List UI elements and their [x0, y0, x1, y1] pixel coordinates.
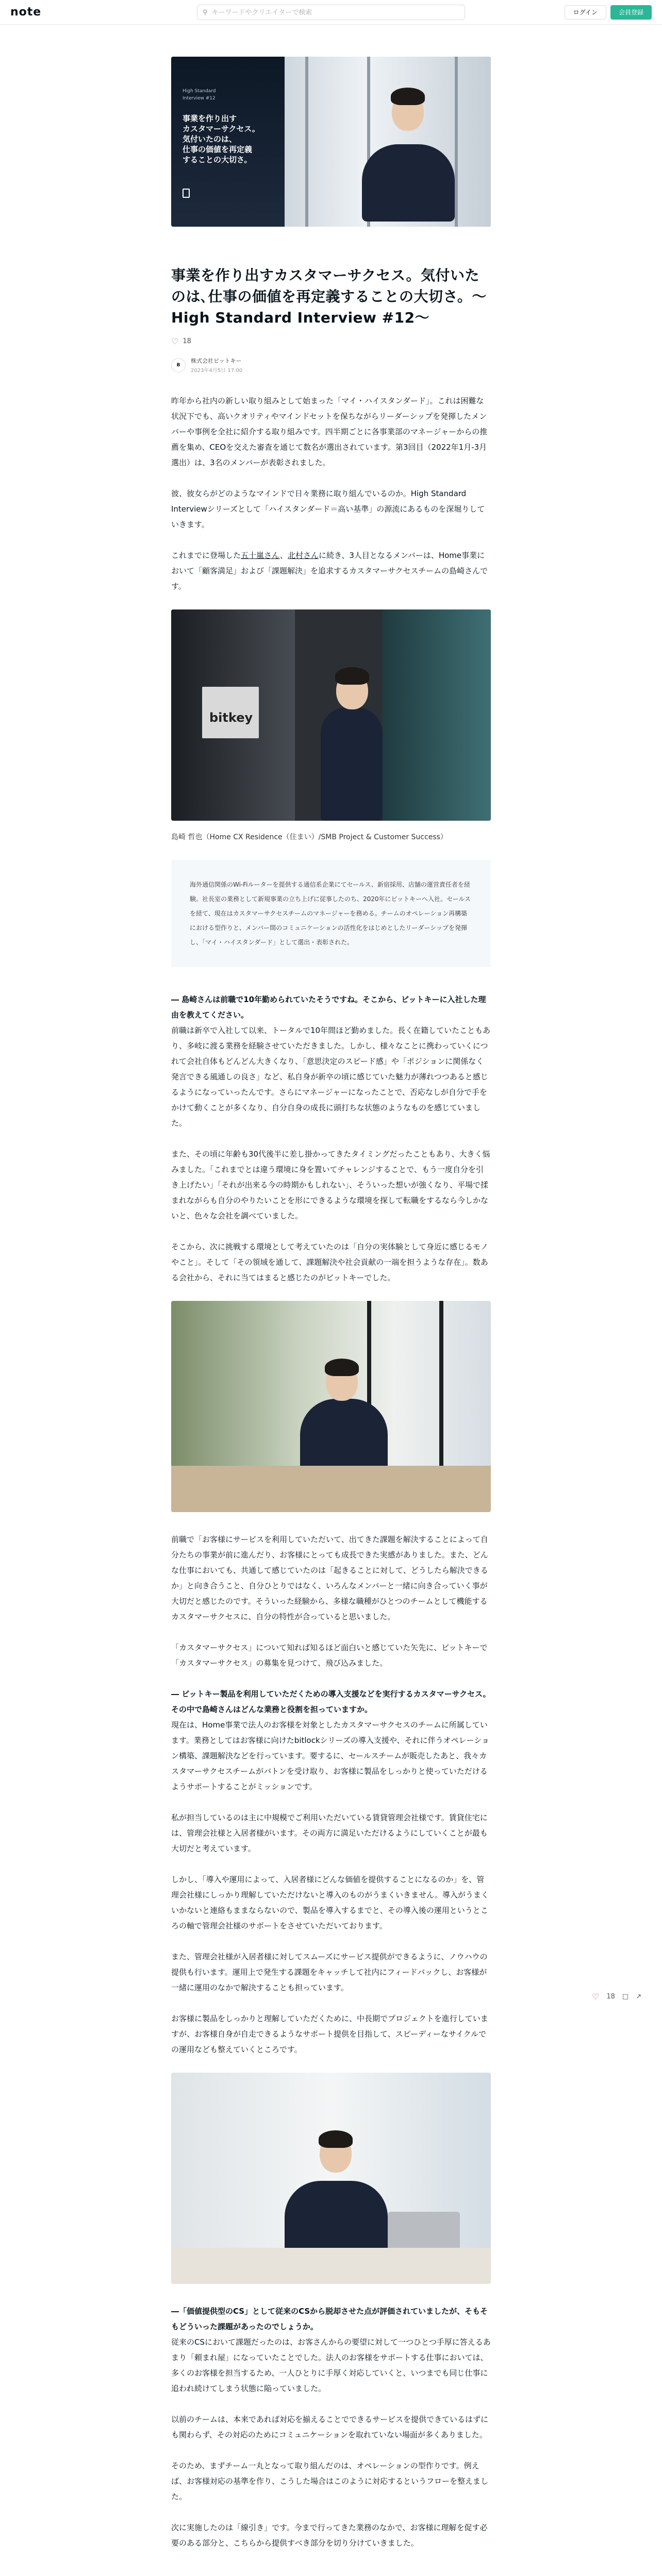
- heart-icon[interactable]: ♡: [171, 336, 179, 346]
- like-row: [171, 336, 491, 346]
- paragraph: 彼、彼女らがどのようなマインドで日々業務に取り組んでいるのか。High Standard Interviewシリーズとして「ハイスタンダード＝高い基準」の源流にあるものを深堀りしていきます。: [171, 489, 485, 529]
- hero-image: [171, 57, 491, 227]
- paragraph: 昨年から社内の新しい取り組みとして始まった「マイ・ハイスタンダード」。これは困難な状況下でも、高いクオリティやマインドセットを保ちながらリーダーシップを発揮したメンバーや事例を全社に紹介する取り組みです。四半期ごとに各事業部のマネージャーからの推薦を集め、CEOを交えた審査を通じて数名が選出されています。第3回目（2022年1月-3月選出）は、3名のメンバーが表彰されました。: [171, 396, 488, 467]
- link-kitamura[interactable]: 北村さん: [287, 551, 319, 560]
- bitkey-logo: bitkey: [209, 710, 253, 725]
- brand-mark-icon: [183, 189, 190, 198]
- author-name[interactable]: 株式会社ビットキー: [191, 358, 242, 364]
- floating-actions: [592, 1992, 641, 2002]
- paragraph: 従来のCSにおいて課題だったのは、お客さんからの要望に対して一つひとつ手厚に答えるあまり「頼まれ屋」になっていたことでした。法人のお客様をサポートする仕事においては、多くのお客様を担当するため、一人ひとりに手厚く対応していくと、いつまでも同じ仕事に追われ続けてしまう状態に陥っていました。: [171, 2337, 491, 2393]
- paragraph: そのため、まずチーム一丸となって取り組んだのは、オペレーションの型作りです。例えば、お客様対応の基準を作り、こうした場合はこのように対応するというフローを整えました。: [171, 2461, 489, 2501]
- profile-box: 海外通信関係のWi-Fiルーターを提供する通信系企業にてセールス、新宿採用、店舗の運営責任者を経験。社長室の業務として新規事業の立ち上げに従事したのち、2020年にビットキーへ入社。セールスを経て、現在はカスタマーサクセスチームのマネージャーを務める。チームのオペレーション再構築における型作りと、メンバー間のコミュニケーションの活性化をはじめとしたリーダーシップを発揮し、「マイ・ハイスタンダード」として選出・表彰された。: [171, 860, 491, 967]
- paragraph: お客様に製品をしっかりと理解していただくために、中長期でプロジェクトを進行していますが、お客様自身が自走できるようなサポート提供を目指して、スピーディーなサイクルでの運用なども整えていくところです。: [171, 2014, 488, 2054]
- hero-text-panel: [171, 57, 285, 227]
- paragraph: しかし、「導入や運用によって、入居者様にどんな価値を提供することになるのか」を、管理会社様にしっかり理解していただけないと導入のものがうまくいきません。導入がうまくいかないと連絡もままならないので、製品を導入するまでと、その導入後の運用というところの軸で管理会社様のサポートをさせていただいております。: [171, 1875, 489, 1930]
- paragraph: 以前のチームは、本来であれば対応を揃えることでできるサービスを提供できているはずにも関わらず、その対応のためにコミュニケーションを取れていない場面が多くありました。: [171, 2415, 489, 2439]
- hero-photo: [285, 57, 491, 227]
- office-photo: [171, 609, 491, 821]
- author-block[interactable]: [171, 357, 491, 374]
- paragraph: 現在は、Home事業で法人のお客様を対象としたカスタマーサクセスのチームに所属しています。業務としてはお客様に向けたbitlockシリーズの導入支援や、それに伴うオペレーション構築、課題解決などを行っています。要するに、セールスチームが販売したあと、我々カスタマーサクセスチームがバトンを受け取り、お客様に製品をしっかりと使っていただけるようサポートすることがミッションです。: [171, 1720, 490, 1791]
- heart-icon[interactable]: ♡: [592, 1992, 600, 2002]
- publish-date: 2023年4月5日 17:00: [191, 368, 243, 374]
- paragraph: 前職は新卒で入社して以来、トータルで10年間ほど勤めました。長く在籍していたこともあり、多岐に渡る業務を経験させていただきました。しかし、様々なことに携わっていくにつれて会社自体もどんどん大きくなり、「意思決定のスピード感」や「ポジションに関係なく発言できる風通しの良さ」など、私自身が新卒の頃に感じていた魅力が薄れつつあると感じるようになっていったんです。さらにマネージャーになったことで、否応なしが自分で手をかけて動くことが多くなり、自分自身の成長に頭打ちな状態のようなものを感じていました。: [171, 1026, 491, 1128]
- interview-question: ― 島崎さんは前職で10年勤められていたそうですね。そこから、ビットキーに入社した理由を教えてください。: [171, 995, 486, 1020]
- interview-question: ― ビットキー製品を利用していただくための導入支援などを実行するカスタマーサクセス。その中で島崎さんはどんな業務と役割を担っていますか。: [171, 1689, 491, 1714]
- paragraph: 前職で「お客様にサービスを利用していただいて、出てきた課題を解決することによって自分たちの事業が前に進んだり、お客様にとっても成長できた実感がありました。また、どんな仕事においても、共通して感じていたのは「起きることに対して、どうしたら解決できるか」と向き合うこと、自分ひとりではなく、いろんなメンバーと一緒に向き合っていく事が大切だと感じたのです。そういった経験から、多様な職種がひとつのチームとして機能するカスタマーサクセスに、自分の特性が合っていると思いました。: [171, 1535, 488, 1621]
- top-bar: [0, 0, 662, 25]
- like-count: 18: [183, 337, 191, 345]
- article-body: [171, 393, 491, 2551]
- paragraph: 私が担当しているのは主に中規模でご利用いただいている賃貸管理会社様です。賃貸住宅には、管理会社様と入居者様がいます。その両方に満足いただけるようにしていくことが最も大切だと考えています。: [171, 1813, 488, 1853]
- hero-tag: High Standard: [183, 89, 216, 94]
- search-icon: ⚲: [203, 8, 208, 16]
- signup-button[interactable]: 会員登録: [610, 5, 652, 20]
- link-igarashi[interactable]: 五十嵐さん: [241, 551, 280, 560]
- article: [171, 25, 491, 2551]
- avatar[interactable]: B: [171, 358, 186, 372]
- login-button[interactable]: ログイン: [565, 5, 606, 20]
- interview-question: ―「価値提供型のCS」として従来のCSから脱却させた点が評価されていましたが、そもそもどういった課題があったのでしょうか。: [171, 2307, 488, 2331]
- paragraph: また、管理会社様が入居者様に対してスムーズにサービス提供ができるように、ノウハウの提供も行います。運用上で発生する課題をキャッチして社内にフィードバックし、お客様が一緒に運用のなかで解決することも担っています。: [171, 1952, 488, 1992]
- interview-photo-2: [171, 2073, 491, 2284]
- side-like-count: 18: [606, 1993, 615, 2001]
- share-icon[interactable]: ↗: [636, 1993, 642, 2001]
- interview-photo-1: [171, 1301, 491, 1512]
- paragraph: そこから、次に挑戦する環境として考えていたのは「自分の実体験として身近に感じるモノやこと」。そして「その領域を通して、課題解決や社会貢献の一端を担うような存在」。数ある会社から、それに当てはまると感じたのがビットキーでした。: [171, 1242, 488, 1282]
- paragraph: 次に実施したのは「線引き」です。今まで行ってきた業務のなかで、お客様に理解を促す必要のある部分と、こちらから提供すべき部分を切り分けていきました。: [171, 2523, 488, 2548]
- note-logo[interactable]: note: [10, 6, 42, 19]
- paragraph: 「カスタマーサクセス」について知れば知るほど面白いと感じていた矢先に、ビットキーで「カスタマーサクセス」の募集を見つけて、飛び込みました。: [171, 1643, 488, 1668]
- hero-tag-2: Interview #12: [183, 96, 216, 101]
- paragraph: これまでに登場した五十嵐さん、北村さんに続き、3人目となるメンバーは、Home事業において「顧客満足」および「課題解決」を追求するカスタマーサクセスチームの島崎さんです。: [171, 551, 488, 591]
- search-box[interactable]: [197, 5, 465, 20]
- article-title: 事業を作り出すカスタマーサクセス。気付いたのは､仕事の価値を再定義することの大切さ。〜High Standard Interview #12〜: [171, 267, 487, 326]
- paragraph: また、その頃に年齢も30代後半に差し掛かってきたタイミングだったこともあり、大きく悩みました。「これまでとは違う環境に身を置いてチャレンジすることで、もう一度自分を引き上げたい」「それが出来る今の時期かもしれない」、そういった想いが強くなり、平場で揉まれながらも自分のやりたいことを形にできるような環境を探して転職をするなら今しかないと、色々な会社を調べていました。: [171, 1149, 490, 1221]
- comment-icon[interactable]: □: [622, 1993, 629, 2001]
- photo-caption: 島崎 哲也（Home CX Residence（住まい）/SMB Project & Customer Success）: [171, 833, 448, 841]
- search-input[interactable]: [212, 9, 459, 16]
- hero-catch: 事業を作り出す カスタマーサクセス。 気付いたのは、 仕事の価値を再定義 することの大切さ。: [183, 114, 260, 164]
- header-actions: [565, 5, 652, 20]
